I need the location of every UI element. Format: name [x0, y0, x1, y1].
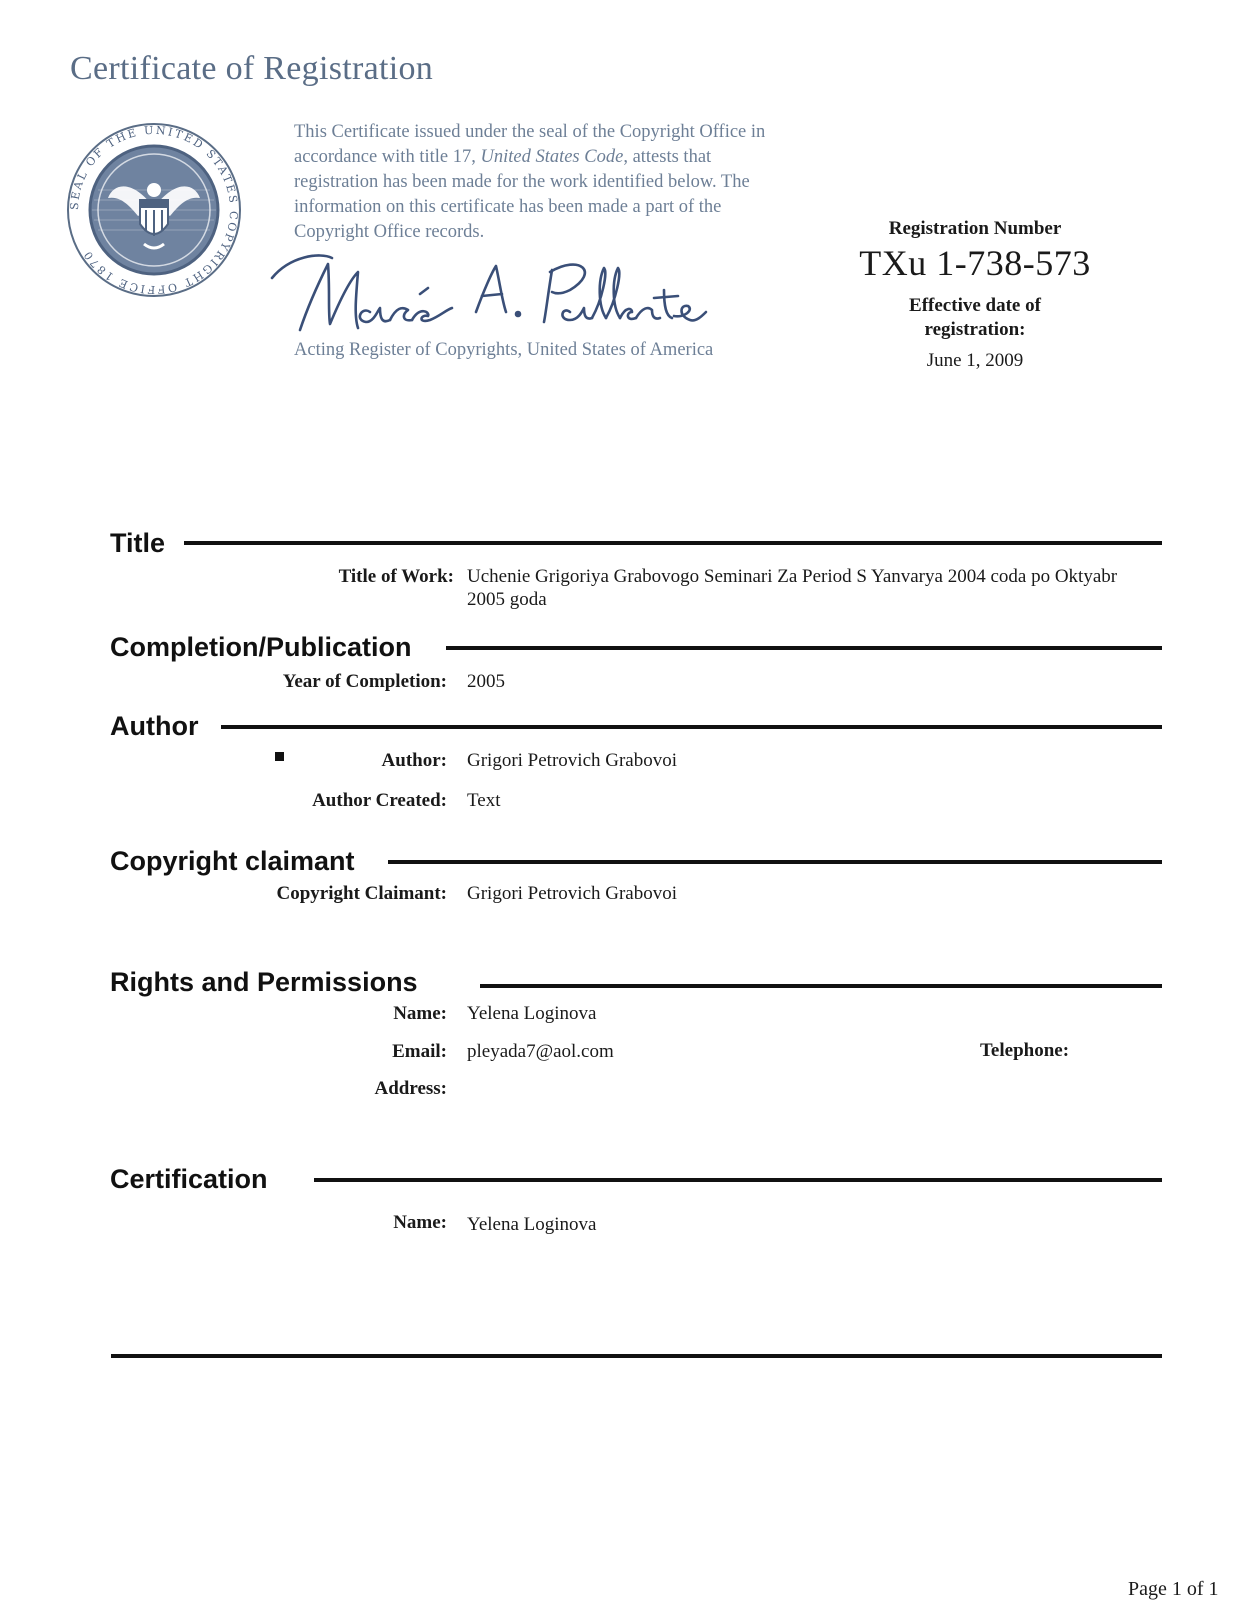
- rights-name-label: Name:: [393, 1003, 447, 1024]
- year-of-completion-label: Year of Completion:: [282, 671, 447, 692]
- title-of-work-value: Uchenie Grigoriya Grabovogo Seminari Za Period S Yanvarya 2004 coda po Oktyabr 2005 goda: [467, 566, 1118, 610]
- rights-email-value: pleyada7@aol.com: [467, 1041, 614, 1062]
- section-rule: [314, 1178, 1162, 1182]
- effective-date-label: Effective date of registration:: [909, 295, 1041, 340]
- registration-number-label: Registration Number: [888, 218, 1062, 239]
- rights-telephone-label: Telephone:: [980, 1040, 1070, 1061]
- effective-date: June 1, 2009: [926, 350, 1024, 371]
- rights-name-value: Yelena Loginova: [467, 1003, 597, 1024]
- author-created-value: Text: [467, 790, 501, 811]
- register-caption: Acting Register of Copyrights, United States of America: [294, 340, 714, 360]
- section-rule: [388, 860, 1162, 864]
- page-number: Page 1 of 1: [1128, 1578, 1219, 1600]
- section-rule: [446, 646, 1162, 650]
- section-rule: [221, 725, 1162, 729]
- svg-text:SEAL OF THE UNITED STATES COPY: SEAL OF THE UNITED STATES COPYRIGHT OFFICE 1870: [67, 123, 241, 297]
- section-heading-certification: Certification: [110, 1164, 268, 1194]
- section-heading-completion: Completion/Publication: [110, 632, 412, 662]
- title-of-work-label: Title of Work:: [338, 566, 454, 587]
- section-rule: [184, 541, 1162, 545]
- certificate-intro-text: This Certificate issued under the seal of the Copyright Office in accordance with title 17, United States Code, attests that registration has been made for the work identified below. The information on this certificate has been made a part of the Copyright Office records.: [294, 122, 766, 242]
- section-rule: [480, 984, 1162, 988]
- section-heading-claimant: Copyright claimant: [110, 846, 355, 876]
- author-label: Author:: [381, 750, 447, 771]
- section-heading-title: Title: [110, 528, 166, 558]
- year-of-completion-value: 2005: [467, 671, 505, 692]
- registration-block: [830, 218, 1120, 372]
- copyright-claimant-value: Grigori Petrovich Grabovoi: [467, 883, 678, 904]
- section-heading-rights: Rights and Permissions: [110, 967, 418, 997]
- author-created-label: Author Created:: [312, 790, 447, 811]
- author-value: Grigori Petrovich Grabovoi: [467, 750, 678, 771]
- certification-name-label: Name:: [393, 1212, 447, 1233]
- registration-number: TXu 1-738-573: [859, 243, 1091, 283]
- certificate-title: Certificate of Registration: [70, 50, 434, 87]
- section-heading-author: Author: [110, 711, 199, 741]
- rights-email-label: Email:: [392, 1041, 447, 1062]
- rights-address-label: Address:: [374, 1078, 447, 1099]
- certification-name-value: Yelena Loginova: [467, 1214, 597, 1235]
- closing-rule: [111, 1354, 1162, 1358]
- copyright-office-seal-icon: [64, 120, 244, 300]
- copyright-claimant-label: Copyright Claimant:: [276, 883, 447, 904]
- register-signature: [270, 250, 710, 345]
